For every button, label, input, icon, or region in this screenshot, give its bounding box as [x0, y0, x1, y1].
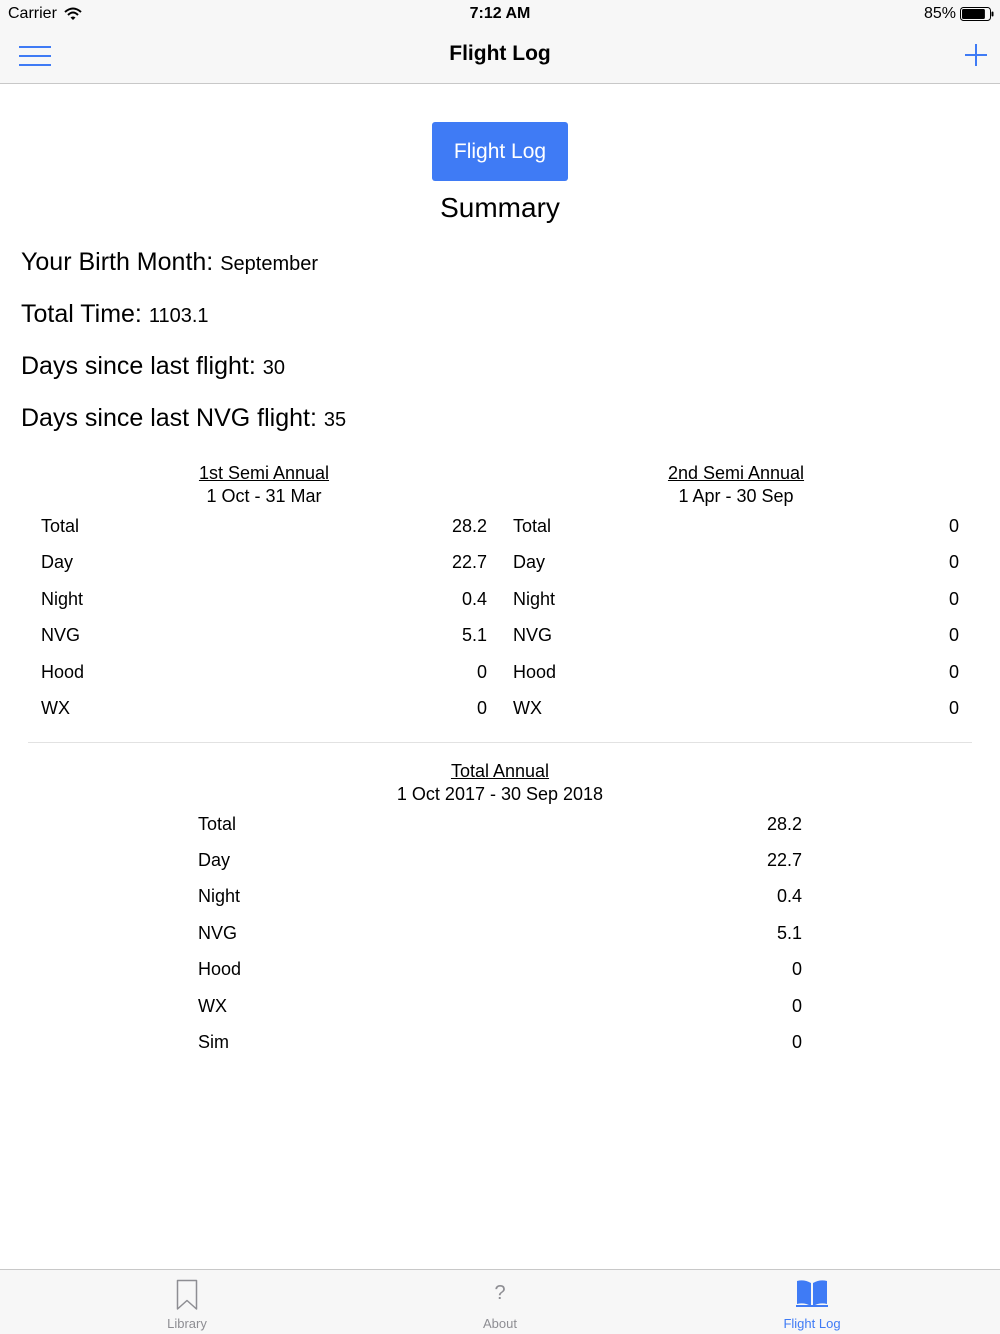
second-semi-annual-header [500, 462, 972, 508]
question-mark-icon: ? [494, 1282, 506, 1304]
tab-library-label: Library [167, 1316, 207, 1331]
annual-day-value: 22.7 [766, 850, 802, 870]
second-semi-total-value: 0 [948, 516, 959, 536]
annual-total-value: 28.2 [766, 814, 802, 834]
annual-wx-label: WX [198, 996, 227, 1016]
first-semi-hood-label: Hood [41, 662, 85, 682]
first-semi-total-label: Total [41, 516, 80, 536]
second-semi-nvg-value: 0 [948, 625, 959, 645]
total-annual-header [0, 760, 1000, 806]
status-time: 7:12 AM [469, 5, 531, 22]
total-time-line [21, 300, 209, 329]
days-since-flight-line [21, 352, 285, 381]
status-bar [0, 0, 1000, 28]
total-annual-title: Total Annual [450, 761, 550, 781]
birth-month-line [21, 248, 318, 277]
battery-icon [960, 7, 994, 21]
summary-title: Summary [440, 192, 560, 223]
second-semi-annual-title: 2nd Semi Annual [667, 463, 805, 483]
tab-flight-log-label: Flight Log [783, 1316, 841, 1331]
nav-title: Flight Log [449, 42, 551, 65]
tab-flight-log[interactable] [712, 1270, 912, 1334]
second-semi-day-value: 0 [948, 552, 959, 572]
first-semi-total-value: 28.2 [451, 516, 487, 536]
first-semi-annual-range: 1 Oct - 31 Mar [206, 486, 322, 506]
days-since-flight-label: Days since last flight: [21, 352, 256, 380]
first-semi-wx-label: WX [41, 698, 70, 718]
open-book-icon [796, 1279, 828, 1309]
first-semi-wx-value: 0 [476, 698, 487, 718]
annual-hood-value: 0 [791, 959, 802, 979]
first-semi-nvg-value: 5.1 [461, 625, 487, 645]
days-since-nvg-flight-line [21, 404, 346, 433]
carrier-label: Carrier [8, 5, 57, 22]
second-semi-wx-label: WX [513, 698, 542, 718]
second-semi-annual-range: 1 Apr - 30 Sep [678, 486, 794, 506]
section-divider [28, 742, 972, 743]
second-semi-wx-value: 0 [948, 698, 959, 718]
first-semi-day-label: Day [41, 552, 74, 572]
second-semi-night-label: Night [513, 589, 556, 609]
annual-nvg-value: 5.1 [776, 923, 802, 943]
first-semi-night-value: 0.4 [461, 589, 487, 609]
first-semi-nvg-label: NVG [41, 625, 81, 645]
annual-day-label: Day [198, 850, 231, 870]
first-semi-annual-header [28, 462, 500, 508]
tab-about-label: About [483, 1316, 517, 1331]
annual-night-label: Night [198, 886, 241, 906]
annual-sim-value: 0 [791, 1032, 802, 1052]
annual-total-label: Total [198, 814, 237, 834]
tab-library[interactable] [87, 1270, 287, 1334]
plus-icon[interactable] [964, 43, 988, 67]
first-semi-night-label: Night [41, 589, 84, 609]
second-semi-total-label: Total [513, 516, 552, 536]
bookmark-icon [176, 1279, 198, 1311]
second-semi-hood-label: Hood [513, 662, 557, 682]
annual-night-value: 0.4 [776, 886, 802, 906]
second-semi-hood-value: 0 [948, 662, 959, 682]
days-since-nvg-flight-label: Days since last NVG flight: [21, 404, 317, 432]
total-annual-range: 1 Oct 2017 - 30 Sep 2018 [396, 784, 604, 804]
total-time-label: Total Time: [21, 300, 142, 328]
tab-bar [0, 1269, 1000, 1334]
days-since-flight-value: 30 [262, 357, 286, 379]
second-semi-night-value: 0 [948, 589, 959, 609]
birth-month-value: September [220, 253, 319, 275]
navigation-bar [0, 28, 1000, 84]
first-semi-day-value: 22.7 [451, 552, 487, 572]
second-semi-nvg-label: NVG [513, 625, 553, 645]
flight-log-button[interactable]: Flight Log [432, 122, 568, 181]
birth-month-label: Your Birth Month: [21, 248, 214, 276]
tab-about[interactable] [400, 1270, 600, 1334]
battery-percentage: 85% [923, 5, 956, 22]
first-semi-annual-title: 1st Semi Annual [198, 463, 330, 483]
first-semi-hood-value: 0 [476, 662, 487, 682]
annual-hood-label: Hood [198, 959, 242, 979]
second-semi-day-label: Day [513, 552, 546, 572]
annual-sim-label: Sim [198, 1032, 229, 1052]
total-time-value: 1103.1 [148, 305, 209, 327]
days-since-nvg-flight-value: 35 [323, 409, 347, 431]
annual-wx-value: 0 [791, 996, 802, 1016]
annual-nvg-label: NVG [198, 923, 238, 943]
